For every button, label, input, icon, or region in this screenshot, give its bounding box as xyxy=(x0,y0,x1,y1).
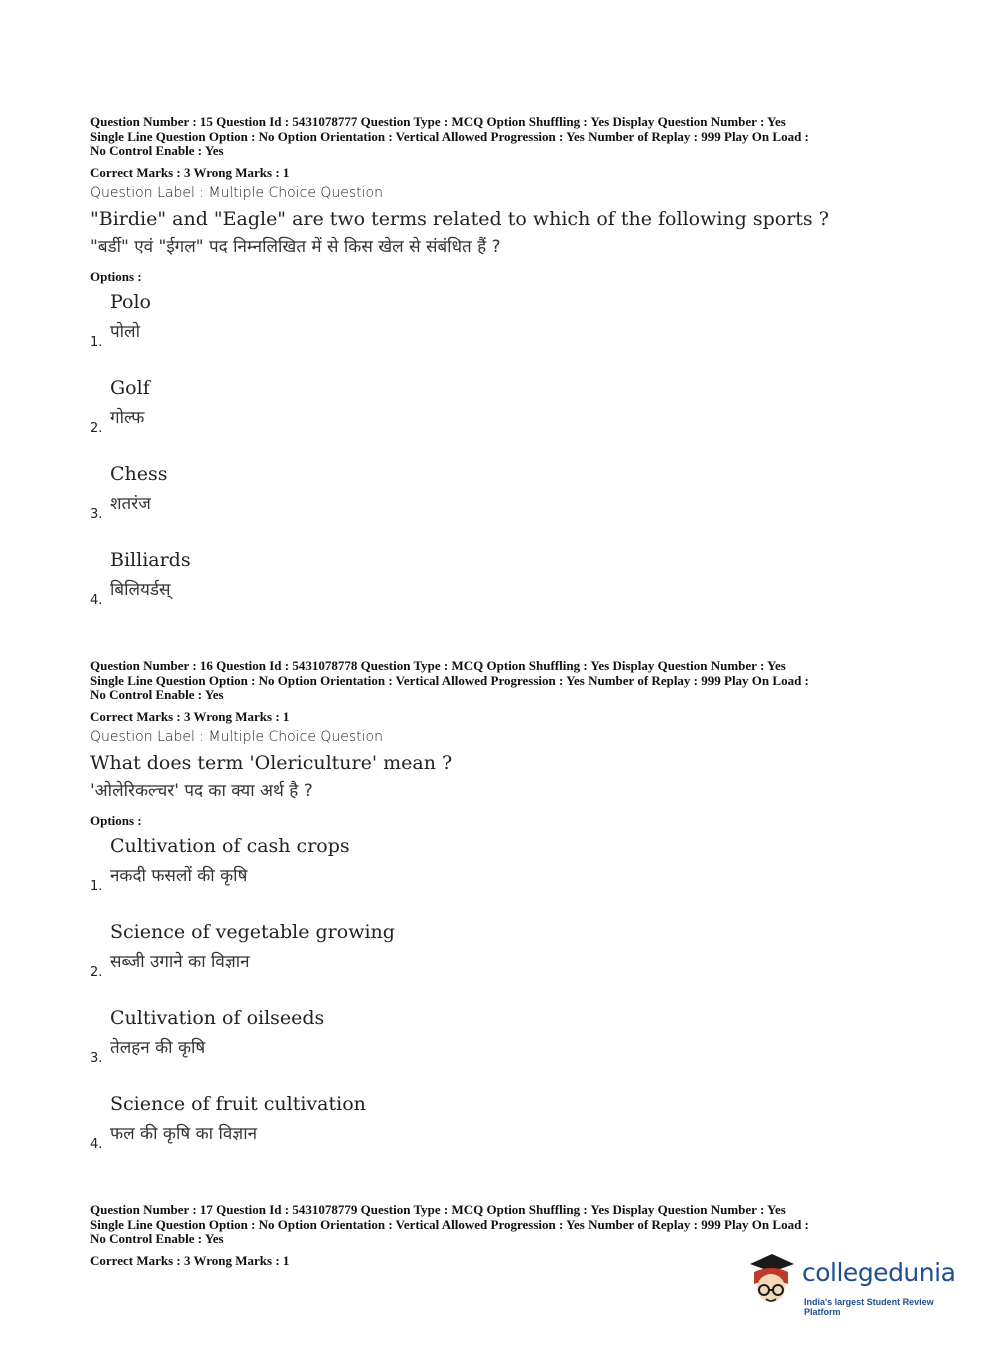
option-number: 2. xyxy=(90,964,103,980)
question-meta xyxy=(90,115,920,159)
option-text-en: Chess xyxy=(110,462,168,485)
option-number: 3. xyxy=(90,506,103,522)
collegedunia-logo xyxy=(742,1250,972,1320)
question-text-en: What does term 'Olericulture' mean ? xyxy=(90,751,453,774)
option-number: 1. xyxy=(90,334,103,350)
option-number: 4. xyxy=(90,1136,103,1152)
option-text-hi: नकदी फसलों की कृषि xyxy=(110,865,248,886)
meta-line-2: Single Line Question Option : No Option Orientation : Vertical Allowed Progression : Yes Number of Replay : 999 Play On Load : xyxy=(90,1216,809,1232)
options-label: Options : xyxy=(90,268,142,284)
marks-line: Correct Marks : 3 Wrong Marks : 1 xyxy=(90,1252,290,1268)
option-text-en: Cultivation of cash crops xyxy=(110,834,350,857)
option-list xyxy=(90,829,920,1173)
option-text-hi: शतरंज xyxy=(110,493,151,514)
option-text-en: Polo xyxy=(110,290,151,313)
question-label: Question Label : Multiple Choice Question xyxy=(90,728,383,745)
option-number: 4. xyxy=(90,592,103,608)
option-2 xyxy=(90,371,920,457)
option-text-en: Science of vegetable growing xyxy=(110,920,395,943)
question-text-hi: 'ओलेरिकल्चर' पद का क्या अर्थ है ? xyxy=(90,780,313,801)
options-label: Options : xyxy=(90,812,142,828)
option-number: 1. xyxy=(90,878,103,894)
marks-line: Correct Marks : 3 Wrong Marks : 1 xyxy=(90,708,290,724)
meta-line-2: Single Line Question Option : No Option Orientation : Vertical Allowed Progression : Yes Number of Replay : 999 Play On Load : xyxy=(90,672,809,688)
meta-line-1: Question Number : 16 Question Id : 5431078778 Question Type : MCQ Option Shuffling : Yes Display Question Number : Yes xyxy=(90,658,786,673)
meta-line-3: No Control Enable : Yes xyxy=(90,143,224,158)
option-text-en: Billiards xyxy=(110,548,191,571)
logo-tagline: India's largest Student Review Platform xyxy=(804,1297,934,1317)
question-text-hi: "बर्डी" एवं "ईगल" पद निम्नलिखित में से किस खेल से संबंधित हैं ? xyxy=(90,236,501,257)
option-text-hi: तेलहन की कृषि xyxy=(110,1037,206,1058)
marks-line: Correct Marks : 3 Wrong Marks : 1 xyxy=(90,164,290,180)
option-text-en: Science of fruit cultivation xyxy=(110,1092,366,1115)
question-text-en: "Birdie" and "Eagle" are two terms related to which of the following sports ? xyxy=(90,207,829,230)
option-number: 2. xyxy=(90,420,103,436)
option-text-hi: पोलो xyxy=(110,321,140,342)
meta-line-3: No Control Enable : Yes xyxy=(90,1231,224,1246)
option-text-hi: फल की कृषि का विज्ञान xyxy=(110,1123,258,1144)
meta-line-2: Single Line Question Option : No Option Orientation : Vertical Allowed Progression : Yes Number of Replay : 999 Play On Load : xyxy=(90,128,809,144)
meta-line-3: No Control Enable : Yes xyxy=(90,687,224,702)
question-block-16 xyxy=(90,659,920,1173)
student-mascot-icon xyxy=(742,1250,798,1310)
option-text-en: Cultivation of oilseeds xyxy=(110,1006,325,1029)
question-label: Question Label : Multiple Choice Question xyxy=(90,184,383,201)
option-2 xyxy=(90,915,920,1001)
option-list xyxy=(90,285,920,629)
option-3 xyxy=(90,457,920,543)
option-1 xyxy=(90,285,920,371)
option-number: 3. xyxy=(90,1050,103,1066)
question-block-15 xyxy=(90,115,920,629)
option-3 xyxy=(90,1001,920,1087)
option-text-hi: सब्जी उगाने का विज्ञान xyxy=(110,951,250,972)
question-meta xyxy=(90,659,920,703)
meta-line-1: Question Number : 17 Question Id : 5431078779 Question Type : MCQ Option Shuffling : Yes Display Question Number : Yes xyxy=(90,1202,786,1217)
meta-line-1: Question Number : 15 Question Id : 5431078777 Question Type : MCQ Option Shuffling : Yes Display Question Number : Yes xyxy=(90,114,786,129)
option-1 xyxy=(90,829,920,915)
option-text-hi: गोल्फ xyxy=(110,407,145,428)
option-4 xyxy=(90,543,920,629)
question-meta xyxy=(90,1203,920,1247)
option-text-hi: बिलियर्डस् xyxy=(110,579,171,600)
option-4 xyxy=(90,1087,920,1173)
option-text-en: Golf xyxy=(110,376,150,399)
logo-wordmark: collegedunia xyxy=(802,1258,956,1287)
